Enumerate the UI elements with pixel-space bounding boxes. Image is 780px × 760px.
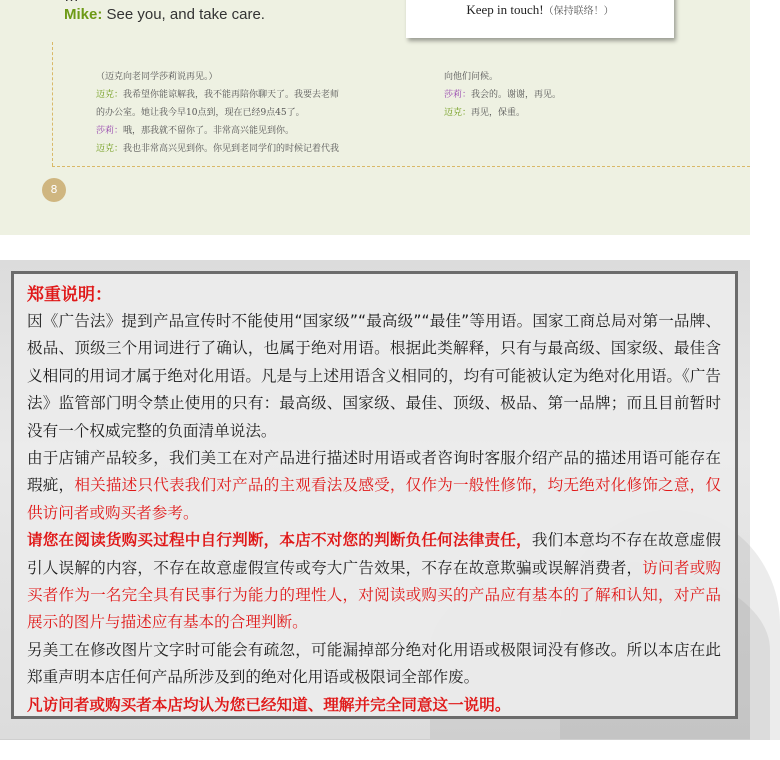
- card-english: Keep in touch!: [466, 2, 544, 17]
- notice-title: 郑重说明：: [27, 285, 112, 305]
- notice-box: [11, 271, 738, 719]
- translation-line: 向他们问候。: [444, 72, 499, 82]
- page-number: 8: [42, 178, 66, 202]
- translation-intro: （迈克向老同学莎莉说再见。）: [96, 72, 218, 82]
- dialogue-line: [64, 6, 265, 23]
- notice-paragraph: 凡访问者或购买者本店均认为您已经知道、理解并完全同意这一说明。: [27, 695, 511, 714]
- notice-body: [27, 308, 721, 719]
- translation-line: 莎莉：我会的。谢谢，再见。: [444, 90, 562, 100]
- notice-paragraph: 因《广告法》提到产品宣传时不能使用“国家级”“最高级”“最佳”等用语。国家工商总局对第一品牌、极品、顶级三个用词进行了确认，也属于绝对用语。根据此类解释，只有与最高级、国家级、最佳含义相同的用词才属于绝对化用语。凡是与上述用语含义相同的，均有可能被认定为绝对化用语。《广告法》监管部门明令禁止使用的只有：最高级、国家级、最佳、顶级、极品、第一品牌；而且目前暂时没有一个权威完整的负面清单说法。: [27, 312, 721, 440]
- translation-line: 迈克：我希望你能谅解我，我不能再陪你聊天了。我要去老师: [96, 90, 340, 100]
- translation-line: 迈克：再见，保重。: [444, 108, 526, 118]
- divider: [0, 739, 750, 740]
- book-page: [0, 0, 750, 235]
- dashed-border-bottom: [52, 166, 750, 167]
- translation-right: [444, 68, 561, 122]
- cut-off-line: [64, 0, 79, 5]
- dashed-border-left: [52, 42, 53, 166]
- notice-paragraph: 请您在阅读货购买过程中自行判断，本店不对您的判断负任何法律责任，我们本意均不存在故意虚假引人误解的内容，不存在故意虚假宣传或夸大广告效果，不存在故意欺骗或误解消费者，访问者或购买者作为一名完全具有民事行为能力的理性人，对阅读或购买的产品应有基本的了解和认知，对产品展示的图片与描述应有基本的合理判断。: [27, 531, 721, 632]
- phrase-card: [406, 0, 674, 38]
- translation-left: [96, 68, 339, 158]
- translation-line: 的办公室。她让我今早10点到，现在已经9点45了。: [96, 108, 305, 118]
- notice-paragraph: 由于店铺产品较多，我们美工在对产品进行描述时用语或者咨询时客服介绍产品的描述用语可能存在瑕疵，相关描述只代表我们对产品的主观看法及感受，仅作为一般性修饰，均无绝对化修饰之意，仅供访问者或购买者参考。: [27, 449, 721, 522]
- dialogue-text: See you, and take care.: [106, 6, 265, 23]
- card-chinese: （保持联络！）: [543, 6, 614, 17]
- translation-line: 迈克：我也非常高兴见到你。你见到老同学们的时候记着代我: [96, 144, 340, 154]
- speaker-name: Mike:: [64, 6, 103, 23]
- translation-line: 莎莉：哦，那我就不留你了。非常高兴能见到你。: [96, 126, 295, 136]
- notice-paragraph: 另美工在修改图片文字时可能会有疏忽，可能漏掉部分绝对化用语或极限词没有修改。所以本店在此郑重声明本店任何产品所涉及到的绝对化用语或极限词全部作废。: [27, 640, 721, 687]
